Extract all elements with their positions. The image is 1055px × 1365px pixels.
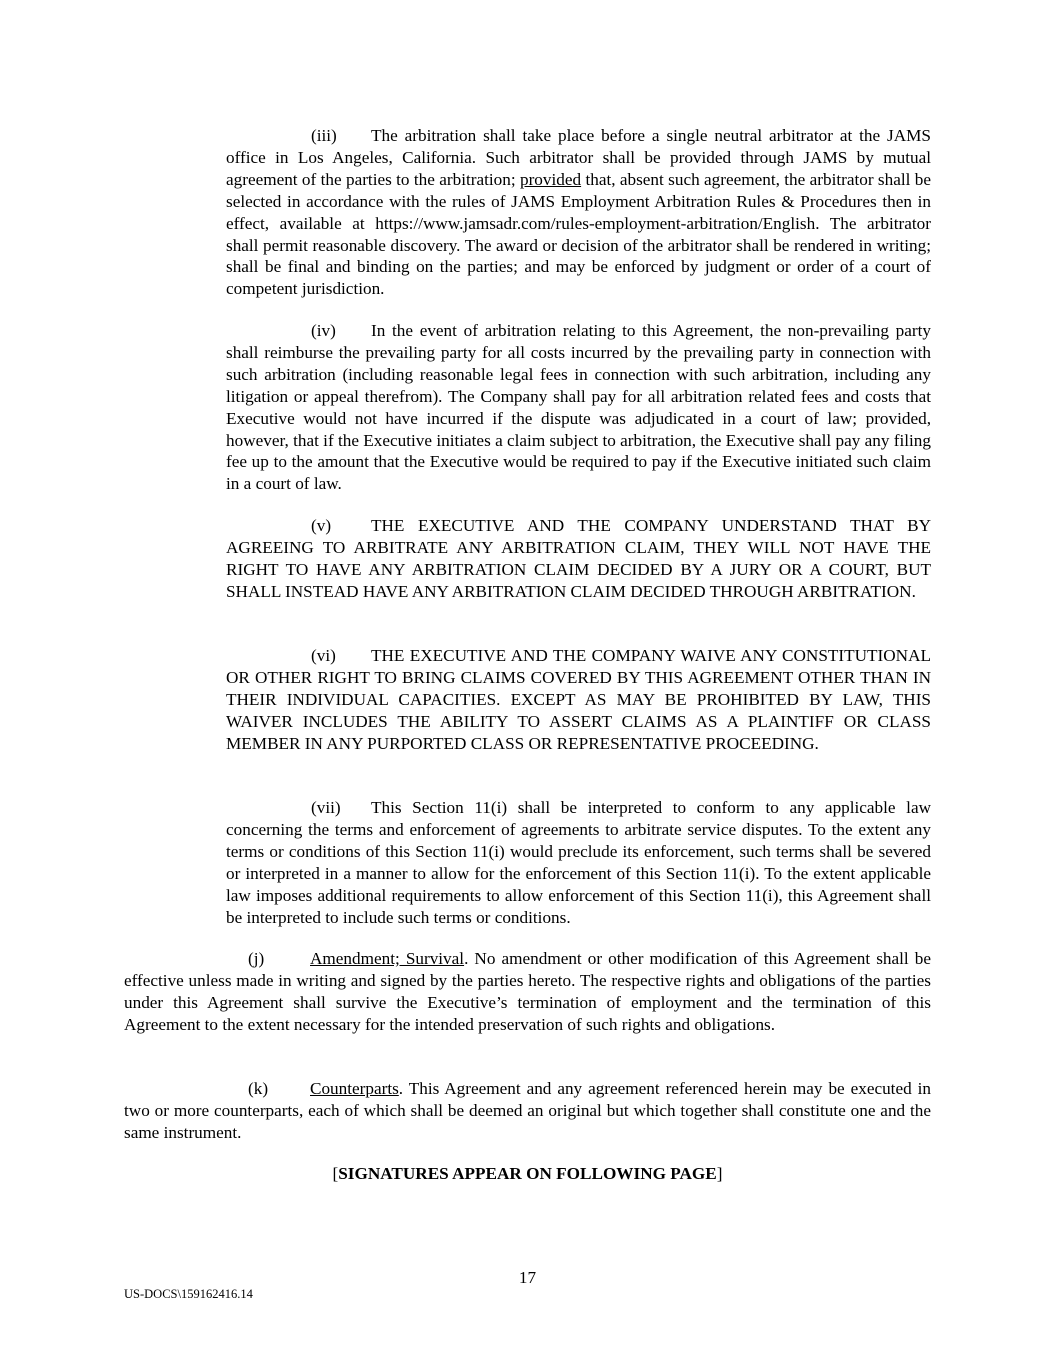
clause-iii-text-a: The arbitration shall take place before a single neutral arbitrator at the JAMS office in Los Angeles, California. Such arbitrator shall be provided through JAMS by mutual agreement of the parties to the arbitration;	[226, 126, 931, 189]
clause-iii-provided: provided	[519, 169, 582, 189]
clause-vi	[226, 645, 931, 755]
signatures-open-bracket: [	[332, 1164, 339, 1183]
clause-iii-text-b: that, absent such agreement, the arbitrator shall be selected in accordance with the rules of JAMS Employment Arbitration Rules & Procedures then in effect, available at https://www.jamsadr.com/rules-employment-arbitration/English. The arbitrator shall permit reasonable discovery. The award or decision of the arbitrator shall be rendered in writing; shall be final and binding on the parties; and may be enforced by judgment or order of a court of competent jurisdiction.	[226, 169, 931, 299]
clause-iv-text: In the event of arbitration relating to this Agreement, the non-prevailing party shall reimburse the prevailing party for all costs incurred by the prevailing party in connection with such arbitration (including reasonable legal fees in connection with such arbitration, including any litigation or appeal therefrom). The Company shall pay for all arbitration related fees and costs that Executive would not have incurred if the dispute was adjudicated in a court of law; provided, however, that if the Executive initiates a claim subject to arbitration, the Executive shall pay any filing fee up to the amount that the Executive would be required to pay if the Executive initiated such claim in a court of law.	[226, 321, 931, 494]
page-number: 17	[518, 1268, 537, 1287]
clause-v	[226, 515, 931, 603]
clause-v-text: THE EXECUTIVE AND THE COMPANY UNDERSTAND THAT BY AGREEING TO ARBITRATE ANY ARBITRATION CLAIM, THEY WILL NOT HAVE THE RIGHT TO HAVE ANY ARBITRATION CLAIM DECIDED BY A JURY OR A COURT, BUT SHALL INSTEAD HAVE ANY ARBITRATION CLAIM DECIDED THROUGH ARBITRATION.	[226, 516, 931, 601]
clause-vii	[226, 797, 931, 928]
clause-j	[124, 948, 931, 1036]
clause-k	[124, 1078, 931, 1144]
clause-k-text: . This Agreement and any agreement referenced herein may be executed in two or more counterparts, each of which shall be deemed an original but which together shall constitute one and the same instrument.	[124, 1079, 931, 1142]
clause-iii	[226, 125, 931, 300]
clause-iv-number: (iv)	[311, 321, 336, 340]
clause-iv	[226, 320, 931, 495]
document-id: US-DOCS\159162416.14	[124, 1287, 253, 1301]
clause-vi-number: (vi)	[311, 646, 336, 665]
clause-j-text: . No amendment or other modification of this Agreement shall be effective unless made in writing and signed by the parties hereto. The respective rights and obligations of the parties under this Agreement shall survive the Executive’s termination of employment and the termination of this Agreement to the extent necessary for the intended preservation of such rights and obligations.	[124, 949, 931, 1034]
signatures-note	[0, 1163, 1055, 1185]
clause-iii-number: (iii)	[311, 126, 337, 145]
clause-vii-number: (vii)	[311, 798, 341, 817]
clause-j-heading: Amendment; Survival	[310, 949, 465, 968]
signatures-note-text: SIGNATURES APPEAR ON FOLLOWING PAGE	[338, 1164, 717, 1183]
clause-k-heading: Counterparts	[310, 1079, 399, 1098]
clause-vi-text: THE EXECUTIVE AND THE COMPANY WAIVE ANY CONSTITUTIONAL OR OTHER RIGHT TO BRING CLAIMS COVERED BY THIS AGREEMENT OTHER THAN IN THEIR INDIVIDUAL CAPACITIES. EXCEPT AS MAY BE PROHIBITED BY LAW, THIS WAIVER INCLUDES THE ABILITY TO ASSERT CLAIMS AS A PLAINTIFF OR CLASS MEMBER IN ANY PURPORTED CLASS OR REPRESENTATIVE PROCEEDING.	[226, 646, 931, 753]
clause-v-number: (v)	[311, 516, 332, 535]
signatures-close-bracket: ]	[716, 1164, 723, 1183]
clause-vii-text: This Section 11(i) shall be interpreted to conform to any applicable law concerning the terms and enforcement of agreements to arbitrate service disputes. To the extent any terms or conditions of this Section 11(i) would preclude its enforcement, such terms shall be severed or interpreted in a manner to allow for the enforcement of this Section 11(i). To the extent applicable law imposes additional requirements to allow enforcement of this Section 11(i), this Agreement shall be interpreted to include such terms or conditions.	[226, 798, 931, 927]
clause-j-number: (j)	[248, 949, 265, 968]
clause-k-number: (k)	[248, 1079, 269, 1098]
